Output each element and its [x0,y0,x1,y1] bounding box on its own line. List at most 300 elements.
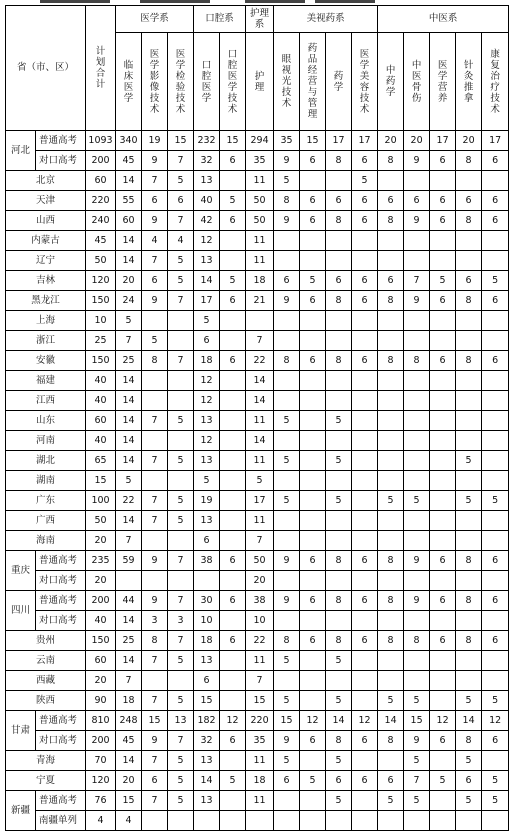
quota-cell: 8 [378,351,404,371]
total-cell: 50 [86,511,116,531]
quota-cell: 6 [352,731,378,751]
quota-cell: 8 [274,631,300,651]
table-row [6,691,509,711]
quota-cell [220,431,246,451]
quota-cell [482,811,509,831]
table-row [6,591,509,611]
quota-cell: 6 [142,271,168,291]
header-row-departments [6,6,509,33]
total-cell: 1093 [86,131,116,151]
quota-cell: 20 [246,571,274,591]
province-cell: 山东 [6,411,86,431]
quota-cell: 8 [456,631,482,651]
quota-cell: 11 [246,511,274,531]
quota-cell: 7 [142,511,168,531]
quota-cell [430,671,456,691]
quota-cell: 12 [194,391,220,411]
table-row [6,171,509,191]
quota-cell: 24 [116,291,142,311]
quota-cell: 13 [168,711,194,731]
quota-cell [116,571,142,591]
quota-cell: 13 [194,511,220,531]
quota-cell: 20 [116,271,142,291]
quota-cell [456,471,482,491]
quota-cell [378,671,404,691]
major-header: 口腔医学技术 [220,33,246,131]
quota-cell: 11 [246,231,274,251]
quota-cell [352,331,378,351]
quota-cell: 11 [246,751,274,771]
quota-cell [482,611,509,631]
quota-cell: 59 [116,551,142,571]
quota-cell: 6 [430,151,456,171]
quota-cell: 5 [168,771,194,791]
quota-cell: 5 [456,691,482,711]
quota-cell: 8 [378,551,404,571]
table-row [6,551,509,571]
province-cell: 青海 [6,751,86,771]
province-cell: 河南 [6,431,86,451]
quota-cell [220,791,246,811]
quota-cell: 5 [274,651,300,671]
table-row [6,811,509,831]
total-cell: 76 [86,791,116,811]
quota-cell [274,251,300,271]
quota-cell: 6 [220,731,246,751]
quota-cell [482,751,509,771]
quota-cell: 6 [352,291,378,311]
quota-cell: 7 [142,651,168,671]
quota-cell [352,411,378,431]
quota-cell [430,651,456,671]
quota-cell [274,331,300,351]
quota-cell: 6 [300,151,326,171]
quota-cell: 5 [352,171,378,191]
quota-cell: 340 [116,131,142,151]
total-cell: 40 [86,371,116,391]
quota-cell [456,331,482,351]
quota-cell [220,231,246,251]
quota-cell [352,691,378,711]
quota-cell: 14 [246,371,274,391]
province-cell: 天津 [6,191,86,211]
quota-cell [430,171,456,191]
quota-cell [220,811,246,831]
quota-cell: 6 [352,191,378,211]
quota-cell: 7 [168,291,194,311]
quota-cell: 5 [404,751,430,771]
quota-cell: 9 [404,551,430,571]
table-row [6,231,509,251]
quota-cell: 8 [378,591,404,611]
quota-cell [220,311,246,331]
quota-cell [482,391,509,411]
quota-cell: 13 [194,251,220,271]
quota-cell [352,651,378,671]
quota-cell: 7 [246,331,274,351]
quota-cell [220,411,246,431]
major-header: 医学营养 [430,33,456,131]
quota-cell: 12 [430,711,456,731]
province-cell: 甘肃 [6,711,36,751]
quota-cell: 6 [456,191,482,211]
quota-cell [168,311,194,331]
quota-cell [430,571,456,591]
quota-cell: 14 [116,391,142,411]
quota-cell [300,571,326,591]
quota-cell [220,251,246,271]
quota-cell [300,311,326,331]
quota-cell [352,491,378,511]
quota-cell: 7 [142,171,168,191]
quota-cell [142,671,168,691]
quota-cell: 14 [116,611,142,631]
quota-cell [274,571,300,591]
quota-cell [352,431,378,451]
quota-cell: 5 [168,751,194,771]
quota-cell: 8 [456,211,482,231]
enrollment-plan-table [5,5,509,831]
quota-cell [326,671,352,691]
quota-cell: 6 [220,291,246,311]
province-cell: 湖北 [6,451,86,471]
quota-cell: 14 [116,511,142,531]
quota-cell: 9 [142,591,168,611]
quota-cell [326,611,352,631]
quota-cell [220,611,246,631]
quota-cell [168,811,194,831]
quota-cell: 7 [142,451,168,471]
quota-cell: 6 [220,151,246,171]
quota-cell [326,171,352,191]
quota-cell: 9 [274,291,300,311]
total-cell: 65 [86,451,116,471]
quota-cell: 8 [378,291,404,311]
province-cell: 上海 [6,311,86,331]
quota-cell [300,411,326,431]
quota-cell: 10 [246,611,274,631]
quota-cell [220,571,246,591]
quota-cell: 6 [300,291,326,311]
quota-cell: 6 [352,631,378,651]
quota-cell: 55 [116,191,142,211]
quota-cell: 5 [456,451,482,471]
quota-cell: 8 [456,151,482,171]
quota-cell: 9 [142,731,168,751]
quota-cell [378,171,404,191]
quota-cell: 12 [300,711,326,731]
quota-cell [378,531,404,551]
major-header: 针灸推拿 [456,33,482,131]
quota-cell: 5 [274,491,300,511]
quota-cell: 6 [220,591,246,611]
quota-cell: 5 [116,471,142,491]
quota-cell [404,471,430,491]
table-row [6,711,509,731]
quota-cell [430,691,456,711]
quota-cell: 14 [378,711,404,731]
quota-cell [482,531,509,551]
quota-cell [404,391,430,411]
quota-cell: 15 [246,691,274,711]
quota-cell [168,371,194,391]
quota-cell: 18 [246,271,274,291]
quota-cell [220,471,246,491]
quota-cell [482,411,509,431]
quota-cell [456,671,482,691]
quota-cell: 40 [194,191,220,211]
quota-cell [378,311,404,331]
quota-cell: 5 [246,471,274,491]
quota-cell: 14 [116,171,142,191]
quota-cell: 14 [116,431,142,451]
quota-cell: 6 [326,771,352,791]
quota-cell: 12 [194,431,220,451]
table-row [6,611,509,631]
quota-cell: 50 [246,551,274,571]
quota-cell: 11 [246,791,274,811]
quota-cell: 7 [116,331,142,351]
province-cell: 广西 [6,511,86,531]
table-row [6,431,509,451]
total-cell: 60 [86,171,116,191]
quota-cell: 7 [116,671,142,691]
table-row [6,271,509,291]
quota-cell: 19 [194,491,220,511]
quota-cell: 17 [430,131,456,151]
quota-cell: 6 [194,331,220,351]
quota-cell [274,671,300,691]
quota-cell [482,311,509,331]
quota-cell: 5 [482,271,509,291]
quota-cell: 5 [194,311,220,331]
quota-cell: 8 [326,211,352,231]
quota-cell: 5 [168,251,194,271]
province-cell: 重庆 [6,551,36,591]
total-cell: 120 [86,771,116,791]
quota-cell [482,511,509,531]
quota-cell: 8 [326,631,352,651]
quota-cell: 12 [194,231,220,251]
quota-cell: 6 [352,771,378,791]
quota-cell: 5 [168,791,194,811]
exam-type-cell: 普通高考 [36,791,86,811]
quota-cell: 13 [194,451,220,471]
quota-cell [482,651,509,671]
quota-cell [142,571,168,591]
quota-cell: 45 [116,151,142,171]
quota-cell [456,371,482,391]
quota-cell: 5 [430,271,456,291]
total-cell: 20 [86,531,116,551]
quota-cell [404,311,430,331]
quota-cell: 5 [326,751,352,771]
quota-cell: 15 [404,711,430,731]
quota-cell: 5 [168,171,194,191]
total-cell: 15 [86,471,116,491]
quota-cell [430,311,456,331]
quota-cell: 5 [456,751,482,771]
table-row [6,471,509,491]
quota-cell [378,751,404,771]
quota-cell [352,571,378,591]
quota-cell [326,371,352,391]
quota-cell: 7 [404,271,430,291]
quota-cell: 6 [430,731,456,751]
total-cell: 10 [86,311,116,331]
exam-type-cell: 普通高考 [36,131,86,151]
table-row [6,351,509,371]
quota-cell: 14 [116,451,142,471]
quota-cell [378,371,404,391]
quota-cell: 8 [326,351,352,371]
quota-cell [404,331,430,351]
quota-cell [404,251,430,271]
province-cell: 黑龙江 [6,291,86,311]
quota-cell: 18 [194,631,220,651]
province-cell: 河北 [6,131,36,171]
quota-cell [482,451,509,471]
total-cell: 40 [86,431,116,451]
quota-cell: 6 [300,731,326,751]
quota-cell [300,511,326,531]
quota-cell: 38 [246,591,274,611]
province-cell: 广东 [6,491,86,511]
total-cell: 200 [86,151,116,171]
quota-cell: 25 [116,351,142,371]
quota-cell: 9 [404,211,430,231]
province-cell: 辽宁 [6,251,86,271]
quota-cell: 8 [274,351,300,371]
quota-cell: 11 [246,451,274,471]
total-cell: 200 [86,591,116,611]
exam-type-cell: 南疆单列 [36,811,86,831]
quota-cell [456,231,482,251]
table-body [6,6,509,831]
quota-cell: 9 [404,291,430,311]
quota-cell [352,371,378,391]
quota-cell [430,391,456,411]
quota-cell: 6 [300,191,326,211]
total-cell: 120 [86,271,116,291]
total-cell: 60 [86,651,116,671]
quota-cell: 60 [116,211,142,231]
province-cell: 湖南 [6,471,86,491]
quota-cell: 7 [168,211,194,231]
quota-cell: 9 [142,551,168,571]
quota-cell: 15 [220,131,246,151]
quota-cell [300,671,326,691]
quota-cell: 5 [404,491,430,511]
quota-cell: 6 [456,271,482,291]
quota-cell: 6 [482,351,509,371]
quota-cell: 8 [456,551,482,571]
quota-cell [456,571,482,591]
quota-cell [404,651,430,671]
quota-cell [274,371,300,391]
quota-cell [326,231,352,251]
quota-cell: 8 [142,631,168,651]
table-row [6,371,509,391]
exam-type-cell: 普通高考 [36,711,86,731]
major-header: 临床医学 [116,33,142,131]
quota-cell: 18 [116,691,142,711]
total-cell: 220 [86,191,116,211]
quota-cell: 6 [326,271,352,291]
quota-cell [142,471,168,491]
quota-cell [274,231,300,251]
quota-cell: 294 [246,131,274,151]
major-header: 中药学 [378,33,404,131]
quota-cell [274,471,300,491]
total-cell: 4 [86,811,116,831]
quota-cell: 6 [430,291,456,311]
quota-cell: 45 [116,731,142,751]
quota-cell: 20 [378,131,404,151]
province-cell: 浙江 [6,331,86,351]
quota-cell: 5 [456,491,482,511]
quota-cell [300,251,326,271]
major-header: 医学美容技术 [352,33,378,131]
corner-header: 省（市、区） [6,6,86,131]
major-header: 眼视光技术 [274,33,300,131]
quota-cell: 14 [194,771,220,791]
quota-cell: 50 [246,211,274,231]
quota-cell [482,671,509,691]
quota-cell: 6 [378,191,404,211]
quota-cell: 20 [116,771,142,791]
quota-cell: 8 [456,591,482,611]
quota-cell [378,511,404,531]
quota-cell: 12 [352,711,378,731]
total-cell: 150 [86,351,116,371]
quota-cell: 20 [404,131,430,151]
quota-cell: 14 [246,391,274,411]
quota-cell: 9 [404,591,430,611]
quota-cell: 38 [194,551,220,571]
quota-cell [404,531,430,551]
quota-cell [300,691,326,711]
quota-cell: 6 [352,591,378,611]
province-cell: 北京 [6,171,86,191]
quota-cell: 6 [430,351,456,371]
major-header: 医学影像技术 [142,33,168,131]
quota-cell [352,611,378,631]
quota-cell: 22 [246,631,274,651]
quota-cell: 17 [326,131,352,151]
total-cell: 45 [86,231,116,251]
quota-cell [456,171,482,191]
quota-cell [456,811,482,831]
quota-cell [220,691,246,711]
quota-cell: 18 [246,771,274,791]
quota-cell [430,791,456,811]
quota-cell: 6 [300,591,326,611]
province-cell: 福建 [6,371,86,391]
province-cell: 贵州 [6,631,86,651]
quota-cell: 25 [116,631,142,651]
quota-cell: 5 [168,491,194,511]
major-header: 药学 [326,33,352,131]
quota-cell: 7 [142,751,168,771]
quota-cell [274,431,300,451]
quota-cell [404,371,430,391]
quota-cell: 5 [404,691,430,711]
table-row [6,511,509,531]
quota-cell [326,391,352,411]
table-row [6,311,509,331]
quota-cell [378,391,404,411]
